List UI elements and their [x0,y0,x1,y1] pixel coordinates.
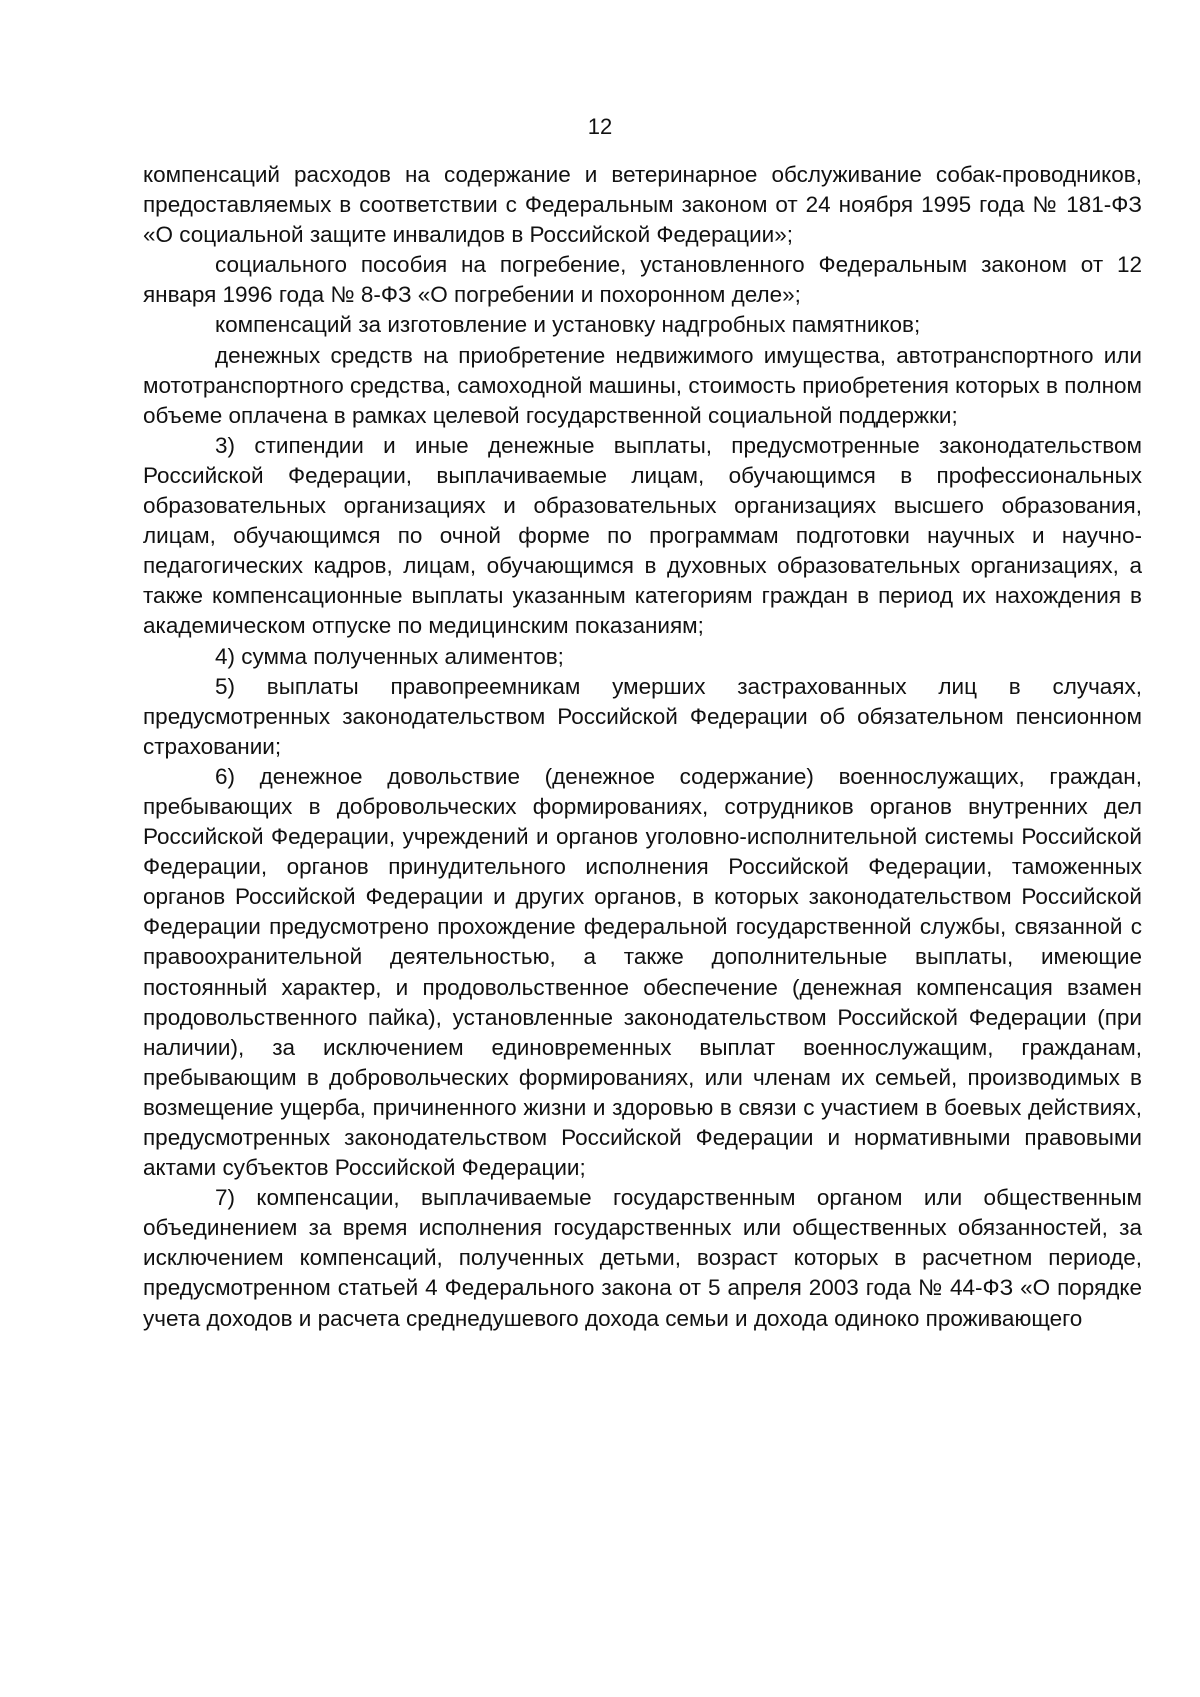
paragraph-tombstone-compensation: компенсаций за изготовление и установку надгробных памятников; [215,312,921,338]
page-number: 12 [587,114,613,139]
paragraph-item-4-alimony: 4) сумма полученных алиментов; [215,643,564,669]
paragraph-compensation-guide-dogs: компенсаций расходов на содержание и ветеринарное обслуживание собак-проводников, предоставляемых в соответствии с Федеральным законом от 24 ноября 1995 года № 181-ФЗ «О социальной защите инвалидов в Российской Федерации»; [143,162,1142,248]
paragraph-property-funds: денежных средств на приобретение недвижимого имущества, автотранспортного или мототранспортного средства, самоходной машины, стоимость приобретения которых в полном объеме оплачена в рамках целевой государственной социальной поддержки; [143,342,1142,428]
paragraph-item-7-compensations: 7) компенсации, выплачиваемые государственным органом или общественным объединением за время исполнения государственных или общественных обязанностей, за исключением компенсаций, полученных детьми, возраст которых в расчетном периоде, предусмотренном статьей 4 Федерального закона от 5 апреля 2003 года № 44-ФЗ «О порядке учета доходов и расчета среднедушевого дохода семьи и дохода одиноко проживающего [143,1185,1142,1331]
paragraph-item-6-allowance: 6) денежное довольствие (денежное содержание) военнослужащих, граждан, пребывающих в добровольческих формированиях, сотрудников органов внутренних дел Российской Федерации, учреждений и органов уголовно-исполнительной системы Российской Федерации, органов принудительного исполнения Российской Федерации, таможенных органов Российской Федерации и других органов, в которых законодательством Российской Федерации предусмотрено прохождение федеральной государственной службы, связанной с правоохранительной деятельностью, а также дополнительные выплаты, имеющие постоянный характер, и продовольственное обеспечение (денежная компенсация взамен продовольственного пайка), установленные законодательством Российской Федерации (при наличии), за исключением единовременных выплат военнослужащим, гражданам, пребывающим в добровольческих формированиях, или членам их семьей, производимых в возмещение ущерба, причиненного жизни и здоровью в связи с участием в боевых действиях, предусмотренных законодательством Российской Федерации и нормативными правовыми актами субъектов Российской Федерации; [143,763,1142,1181]
paragraph-item-3-stipends: 3) стипендии и иные денежные выплаты, предусмотренные законодательством Российской Федерации, выплачиваемые лицам, обучающимся в профессиональных образовательных организациях и образовательных организациях высшего образования, лицам, обучающимся по очной форме по программам подготовки научных и научно-педагогических кадров, лицам, обучающимся в духовных образовательных организациях, а также компенсационные выплаты указанным категориям граждан в период их нахождения в академическом отпуске по медицинским показаниям; [143,432,1142,639]
paragraph-burial-allowance: социального пособия на погребение, установленного Федеральным законом от 12 января 1996 года № 8-ФЗ «О погребении и похоронном деле»; [143,252,1142,308]
document-body [143,160,1142,1334]
paragraph-item-5-successor-payments: 5) выплаты правопреемникам умерших застрахованных лиц в случаях, предусмотренных законодательством Российской Федерации об обязательном пенсионном страховании; [143,673,1142,759]
